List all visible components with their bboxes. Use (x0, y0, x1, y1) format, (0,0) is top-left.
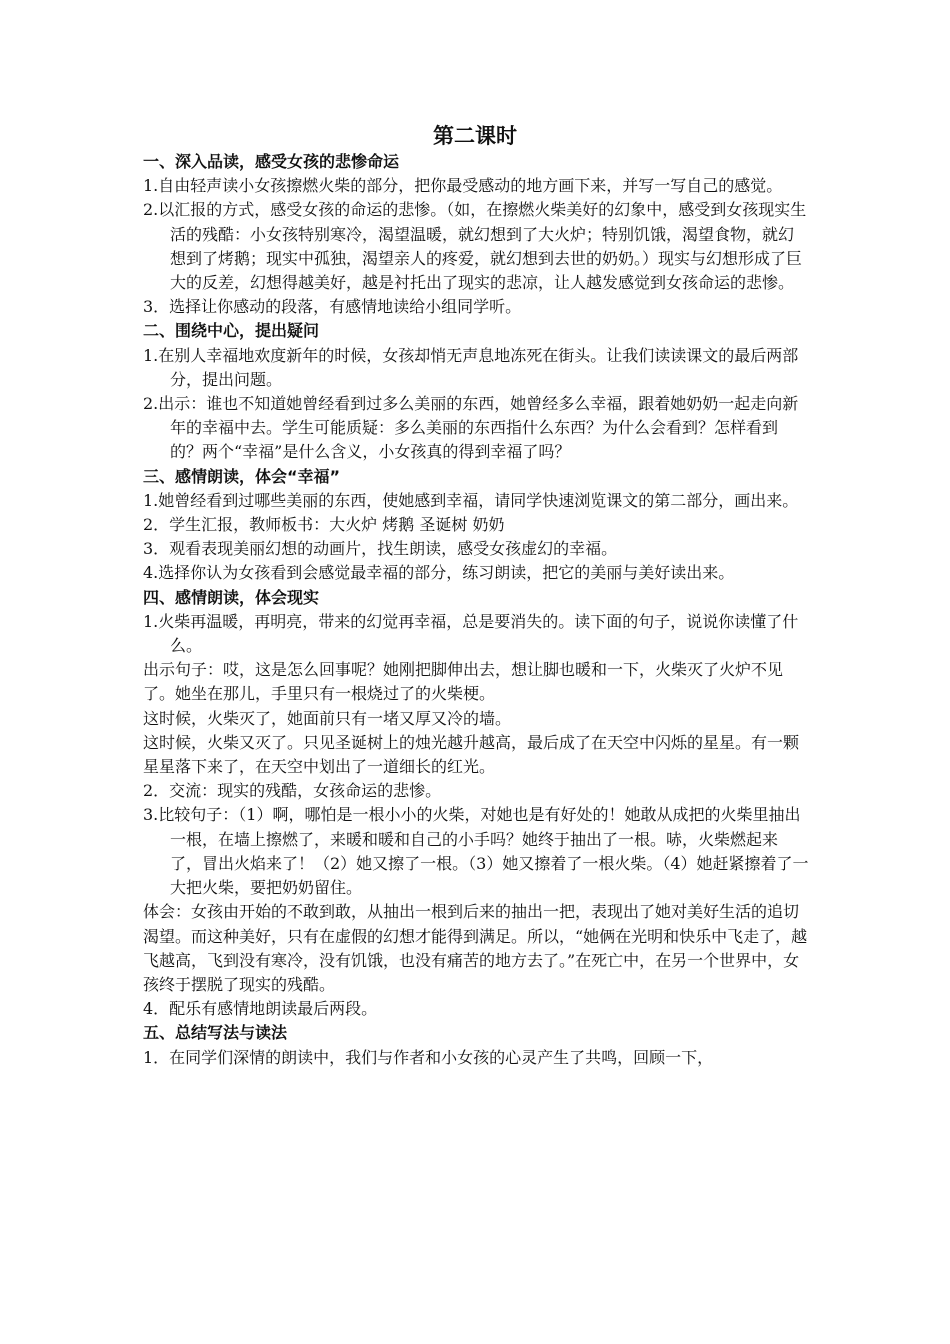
list-item: 1.自由轻声读小女孩擦燃火柴的部分，把你最受感动的地方画下来，并写一写自己的感觉。 (143, 176, 783, 196)
list-item: 3.比较句子：（1）啊，哪怕是一根小小的火柴，对她也是有好处的！她敢从成把的火柴里抽出一根，在墙上擦燃了，来暖和暖和自己的小手吗？她终于抽出了一根。哧，火柴燃起来了，冒出火焰来了！（2）她又擦了一根。（3）她又擦着了一根火柴。（4）她赶紧擦着了一大把火柴，要把奶奶留住。 (143, 805, 809, 898)
document-body (143, 150, 809, 1070)
page-title: 第二课时 (433, 124, 517, 148)
list-item: 1．在同学们深情的朗读中，我们与作者和小女孩的心灵产生了共鸣，回顾一下， (143, 1047, 714, 1067)
section-heading: 五、总结写法与读法 (143, 1023, 288, 1043)
list-item: 1.在别人幸福地欢度新年的时候，女孩却悄无声息地冻死在街头。让我们读读课文的最后两部分，提出问题。 (143, 345, 799, 389)
list-item: 2．交流：现实的残酷，女孩命运的悲惨。 (143, 781, 442, 801)
list-item: 1.火柴再温暖，再明亮，带来的幻觉再幸福，总是要消失的。读下面的句子，说说你读懂了什么。 (143, 611, 799, 656)
section-heading: 四、感情朗读，体会现实 (143, 587, 320, 607)
paragraph: 这时候，火柴灭了，她面前只有一堵又厚又冷的墙。 (143, 708, 512, 728)
paragraph: 体会：女孩由开始的不敢到敢，从抽出一根到后来的抽出一把，表现出了她对美好生活的追切渴望。而这种美好，只有在虚假的幻想才能得到满足。所以，“她俩在光明和快乐中飞走了，越飞越高，飞到没有寒冷，没有饥饿，也没有痛苦的地方去了。”在死亡中，在另一个世界中，女孩终于摆脱了现实的残酷。 (143, 902, 808, 994)
section-heading: 二、围绕中心，提出疑问 (143, 321, 320, 341)
list-item: 2.以汇报的方式，感受女孩的命运的悲惨。（如，在擦燃火柴美好的幻象中，感受到女孩现实生活的残酷：小女孩特别寒冷，渴望温暖，就幻想到了大火炉；特别饥饿，渴望食物，就幻想到了烤鹅；现实中孤独，渴望亲人的疼爱，就幻想到去世的奶奶。）现实与幻想形成了巨大的反差，幻想得越美好，越是衬托出了现实的悲凉，让人越发感觉到女孩命运的悲惨。 (143, 200, 807, 293)
list-item: 3．观看表现美丽幻想的动画片，找生朗读，感受女孩虚幻的幸福。 (143, 539, 618, 559)
paragraph: 出示句子：哎，这是怎么回事呢？她刚把脚伸出去，想让脚也暖和一下，火柴灭了火炉不见了。她坐在那儿，手里只有一根烧过了的火柴梗。 (143, 660, 784, 704)
paragraph: 4.选择你认为女孩看到会感觉最幸福的部分，练习朗读，把它的美丽与美好读出来。 (143, 563, 735, 583)
list-item: 1.她曾经看到过哪些美丽的东西，使她感到幸福，请同学快速浏览课文的第二部分，画出来。 (143, 490, 799, 510)
list-item: 2．学生汇报，教师板书：大火炉 烤鹅 圣诞树 奶奶 (143, 515, 505, 535)
section-heading: 一、深入品读，感受女孩的悲惨命运 (143, 152, 400, 171)
paragraph: 这时候，火柴又灭了。只见圣诞树上的烛光越升越高，最后成了在天空中闪烁的星星。有一颗星星落下来了，在天空中划出了一道细长的红光。 (143, 732, 800, 777)
list-item: 2.出示：谁也不知道她曾经看到过多么美丽的东西，她曾经多么幸福，跟着她奶奶一起走向新年的幸福中去。学生可能质疑：多么美丽的东西指什么东西？为什么会看到？怎样看到的？两个“幸福”是什么含义，小女孩真的得到幸福了吗？ (143, 394, 799, 462)
list-item: 4．配乐有感情地朗读最后两段。 (143, 999, 378, 1019)
list-item: 3．选择让你感动的段落，有感情地读给小组同学听。 (143, 297, 522, 317)
section-heading: 三、感情朗读，体会“幸福” (143, 466, 341, 486)
